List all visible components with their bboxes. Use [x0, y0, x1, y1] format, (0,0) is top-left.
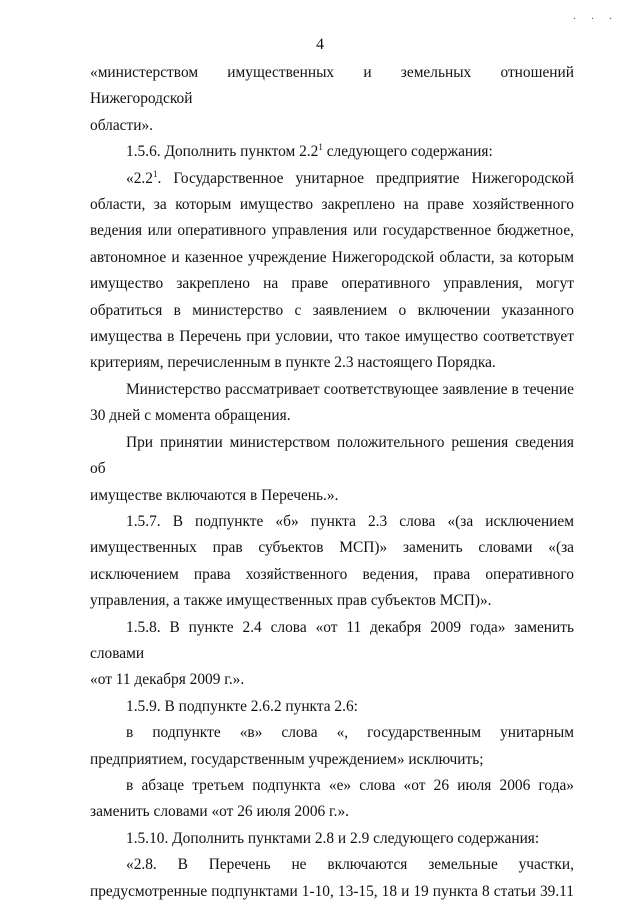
paragraph-line: критериям, перечисленным в пункте 2.3 настоящего Порядка.: [90, 354, 496, 372]
paragraph: 1.5.7. В подпункте «б» пункта 2.3 слова «(за исключением: [126, 512, 574, 530]
paragraph-line: заменить словами «от 26 июля 2006 г.».: [90, 803, 350, 821]
paragraph-line: ведения или оперативного управления или государственное бюджетное,: [90, 222, 574, 240]
paragraph-line: обратиться в министерство с заявлением о включении указанного: [90, 301, 574, 319]
paragraph: 1.5.9. В подпункте 2.6.2 пункта 2.6:: [126, 697, 358, 715]
paragraph: «2.8. В Перечень не включаются земельные участки,: [126, 856, 574, 874]
paragraph-line: 30 дней с момента обращения.: [90, 407, 291, 425]
document-body: [90, 60, 574, 905]
paragraph: 1.5.10. Дополнить пунктами 2.8 и 2.9 следующего содержания:: [126, 829, 540, 847]
paragraph-line: области».: [90, 116, 153, 134]
paragraph-line: имущества в Перечень при условии, что такое имущество соответствует: [90, 328, 574, 346]
paragraph: «министерством имущественных и земельных отношений Нижегородской: [90, 64, 574, 108]
paragraph-line: автономное и казенное учреждение Нижегородской области, за которым: [90, 248, 574, 266]
paragraph: 1.5.6. Дополнить пунктом $2.2^1$ следующего содержания:: [126, 142, 493, 161]
paragraph-line: исключением права хозяйственного ведения, права оперативного: [90, 565, 574, 583]
paragraph: При принятии министерством положительного решения сведения об: [90, 433, 574, 478]
paragraph-line: области, за которым имущество закреплено на праве хозяйственного: [90, 196, 574, 214]
paragraph-line: предусмотренные подпунктами 1-10, 13-15, 18 и 19 пункта 8 статьи 39.11: [90, 882, 574, 900]
corner-marks: . . .: [573, 8, 618, 22]
paragraph-line: предприятием, государственным учреждением» исключить;: [90, 750, 484, 768]
superscript-marker: 1: [318, 142, 323, 153]
paragraph: Министерство рассматривает соответствующее заявление в течение: [126, 380, 574, 398]
paragraph: в абзаце третьем подпункта «е» слова «от 26 июля 2006 года»: [126, 776, 574, 794]
superscript-marker: 1: [152, 168, 158, 179]
paragraph: 1.5.8. В пункте 2.4 слова «от 11 декабря 2009 года» заменить словами: [90, 618, 574, 662]
paragraph: в подпункте «в» слова «, государственным унитарным: [126, 724, 574, 742]
paragraph-line: имущественных прав субъектов МСП)» заменить словами «(за: [90, 539, 574, 557]
paragraph-line: управления, а также имущественных прав субъектов МСП)».: [90, 592, 492, 610]
paragraph: «$2.2^1$. Государственное унитарное предприятие Нижегородской: [126, 168, 574, 187]
page-number: 4: [316, 36, 324, 53]
paragraph-line: имущество закреплено на праве оперативного управления, могут: [90, 275, 574, 293]
paragraph-line: «от 11 декабря 2009 г.».: [90, 671, 245, 689]
paragraph-line: имуществе включаются в Перечень.».: [90, 486, 339, 504]
